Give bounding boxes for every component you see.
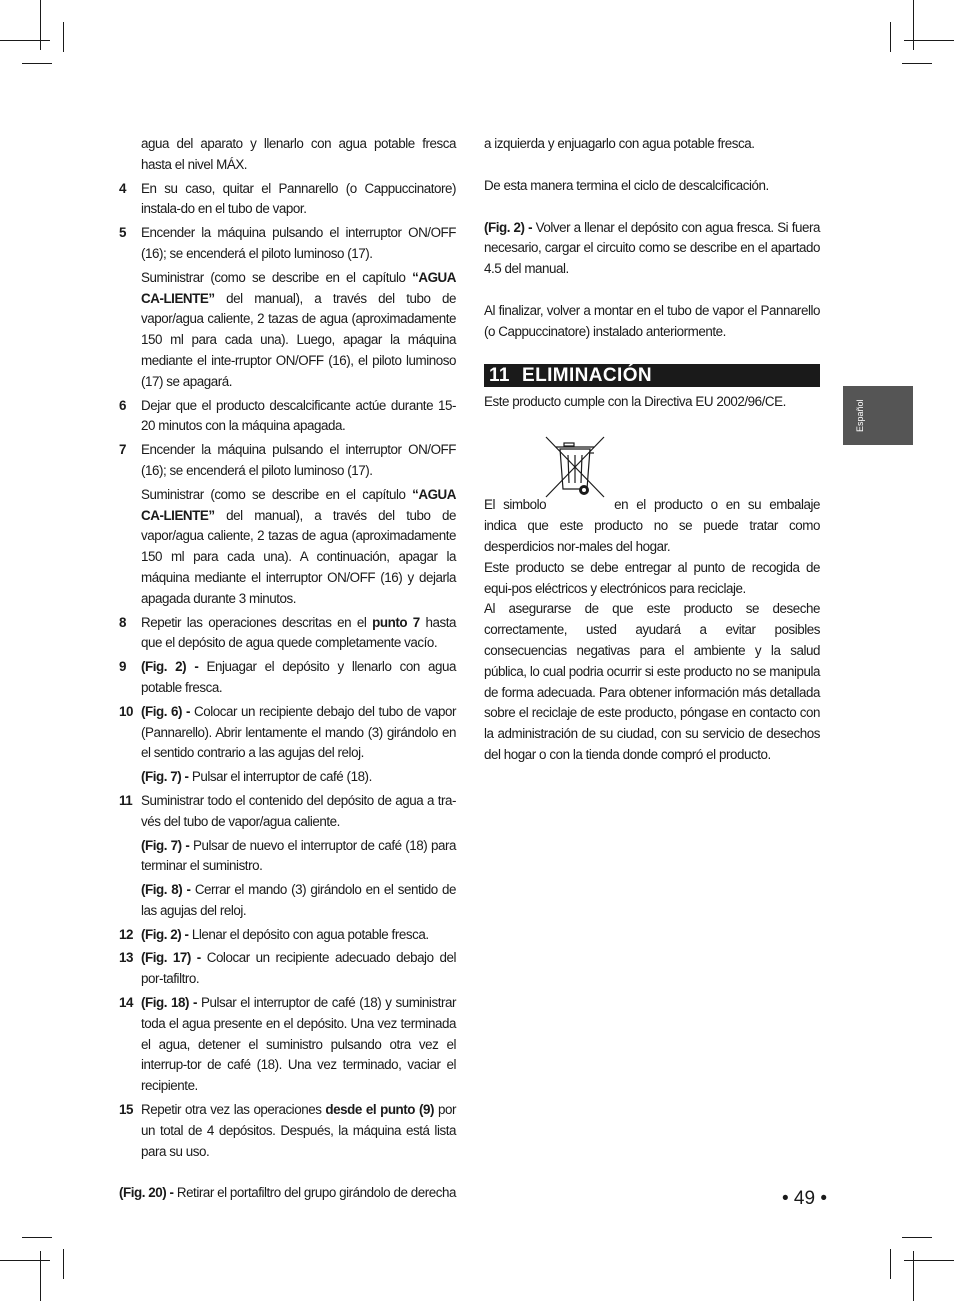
final-instruction: (Fig. 20) - Retirar el portafiltro del grupo girándolo de derecha [119, 1185, 456, 1201]
step-4: 4 En su caso, quitar el Pannarello (o Cappuccinatore) instala-do en el tubo de vapor. [119, 180, 456, 217]
crop-mark [22, 63, 52, 64]
crop-mark [22, 1237, 52, 1238]
crop-mark [40, 0, 41, 50]
paragraph-refill: (Fig. 2) - Volver a llenar el depósito con agua fresca. Si fuera necesario, cargar el circuito como se describe en el apartado 4.5 del manual. [484, 219, 820, 277]
crop-mark [63, 22, 64, 52]
step-7: 7 Encender la máquina pulsando el interruptor ON/OFF (16); se encenderá el piloto luminoso (17). Suministrar (como se describe en el capítulo “AGUA CA-LIENTE” del manual), a través del tubo de vapor/agua caliente, 2 tazas de agua (aproximadamente 150 ml para cada una). A continuación, apagar la máquina mediante el interruptor ON/OFF (16) y dejarla apagada durante 3 minutos. [119, 440, 456, 609]
step-6: 6 Dejar que el producto descalcificante actúe durante 15-20 minutos con la máquina apagada. [119, 397, 456, 434]
step-11: 11 Suministrar todo el contenido del depósito de agua a tra-vés del tubo de vapor/agua caliente. (Fig. 7) - Pulsar de nuevo el interruptor de café (18) para terminar el suministro. (Fig. 8) - Cerrar el mando (3) girándolo en el sentido de las agujas del reloj. [119, 792, 456, 918]
crop-mark [904, 40, 954, 41]
crop-mark [904, 1260, 954, 1261]
page-number: • 49 • [782, 1188, 827, 1209]
crop-mark [0, 1260, 50, 1261]
step-7-detail: Suministrar (como se describe en el capítulo “AGUA CA-LIENTE” del manual), a través del tubo de vapor/agua caliente, 2 tazas de agua (aproximadamente 150 ml para cada una). A continuación, apagar la máquina mediante el interruptor ON/OFF (16) y dejarla apagada durante 3 minutos. [141, 486, 456, 606]
crop-mark [913, 1251, 914, 1301]
language-tab-label: Español [855, 399, 865, 432]
step-9: 9 (Fig. 2) - Enjuagar el depósito y llenarlo con agua potable fresca. [119, 659, 456, 695]
step-14: 14 (Fig. 18) - Pulsar el interruptor de café (18) y suministrar toda el agua presente en el depósito. Una vez terminada el agua, detener el suministro pulsando otra vez el interrup-tor de café (18). Una vez terminado, vaciar el recipiente. [119, 995, 456, 1094]
crop-mark [40, 1251, 41, 1301]
step-5: 5 Encender la máquina pulsando el interruptor ON/OFF (16); se encenderá el piloto luminoso (17). Suministrar (como se describe en el capítulo “AGUA CA-LIENTE” del manual), a través del tubo de vapor/agua caliente, 2 tazas de agua (aproximadamente 150 ml para cada una). Luego, apagar la máquina mediante el inte-rruptor ON/OFF (16), el piloto luminoso (17) se apagará. [119, 223, 456, 392]
crossed-out-wheelie-bin-icon [542, 435, 608, 499]
paragraph-reassemble: Al finalizar, volver a montar en el tubo de vapor el Pannarello (o Cappuccinatore) instalado anteriormente. [484, 302, 820, 339]
language-tab [843, 386, 913, 445]
left-column [119, 134, 456, 1204]
step-10: 10 (Fig. 6) - Colocar un recipiente debajo del tubo de vapor (Pannarello). Abrir lentamente el mando (3) girándolo en el sentido contrario a las agujas del reloj. (Fig. 7) - Pulsar el interruptor de café (18). [119, 703, 456, 785]
crop-mark [902, 63, 932, 64]
section-heading: 11 ELIMINACIÓN [484, 364, 820, 387]
step-12: 12 (Fig. 2) - Llenar el depósito con agua potable fresca. [119, 926, 429, 942]
weee-paragraph: El simbolo en el producto o en su embalaje indica que este producto no se puede tratar como desperdicios nor-males del hogar. [484, 495, 820, 557]
crop-mark [890, 22, 891, 52]
paragraph-continuation: a izquierda y enjuagarlo con agua potable fresca. [484, 136, 755, 151]
step-5-detail: Suministrar (como se describe en el capítulo “AGUA CA-LIENTE” del manual), a través del tubo de vapor/agua caliente, 2 tazas de agua (aproximadamente 150 ml para cada una). Luego, apagar la máquina mediante el inte-rruptor ON/OFF (16), el piloto luminoso (17) se apagará. [141, 269, 456, 389]
step-8: 8 Repetir las operaciones descritas en el punto 7 hasta que el depósito de agua quede completamente vacío. [119, 614, 456, 651]
crop-mark [890, 1249, 891, 1279]
crop-mark [0, 40, 50, 41]
crop-mark [902, 1237, 932, 1238]
crop-mark [913, 0, 914, 50]
right-column [484, 134, 820, 766]
step-15: 15 Repetir otra vez las operaciones desde el punto (9) por un total de 4 depósitos. Después, la máquina está lista para su uso. [119, 1102, 456, 1159]
step-13: 13 (Fig. 17) - Colocar un recipiente adecuado debajo del por-tafiltro. [119, 950, 456, 987]
disposal-info: Al asegurarse de que este producto se deseche correctamente, usted ayudará a evitar posibles consecuencias negativas para el ambiente y la salud pública, lo cual podria ocurrir si este producto no se manipula de forma adecuada. Para obtener información más detallada sobre el reciclaje de este producto, póngase en contacto con la administración de su ciudad, con su servicio de desechos del hogar o con la tienda donde compró el producto. [484, 601, 820, 762]
recycling-text: Este producto se debe entregar al punto de recogida de equi-pos eléctricos y electrónicos para reciclaje. [484, 559, 820, 596]
paragraph-descaling-end: De esta manera termina el ciclo de descalcificación. [484, 177, 769, 193]
intro-text: agua del aparato y llenarlo con agua potable fresca hasta el nivel MÁX. [141, 136, 456, 172]
crop-mark [63, 1249, 64, 1279]
directive-text: Este producto cumple con la Directiva EU 2002/96/CE. [484, 393, 786, 409]
